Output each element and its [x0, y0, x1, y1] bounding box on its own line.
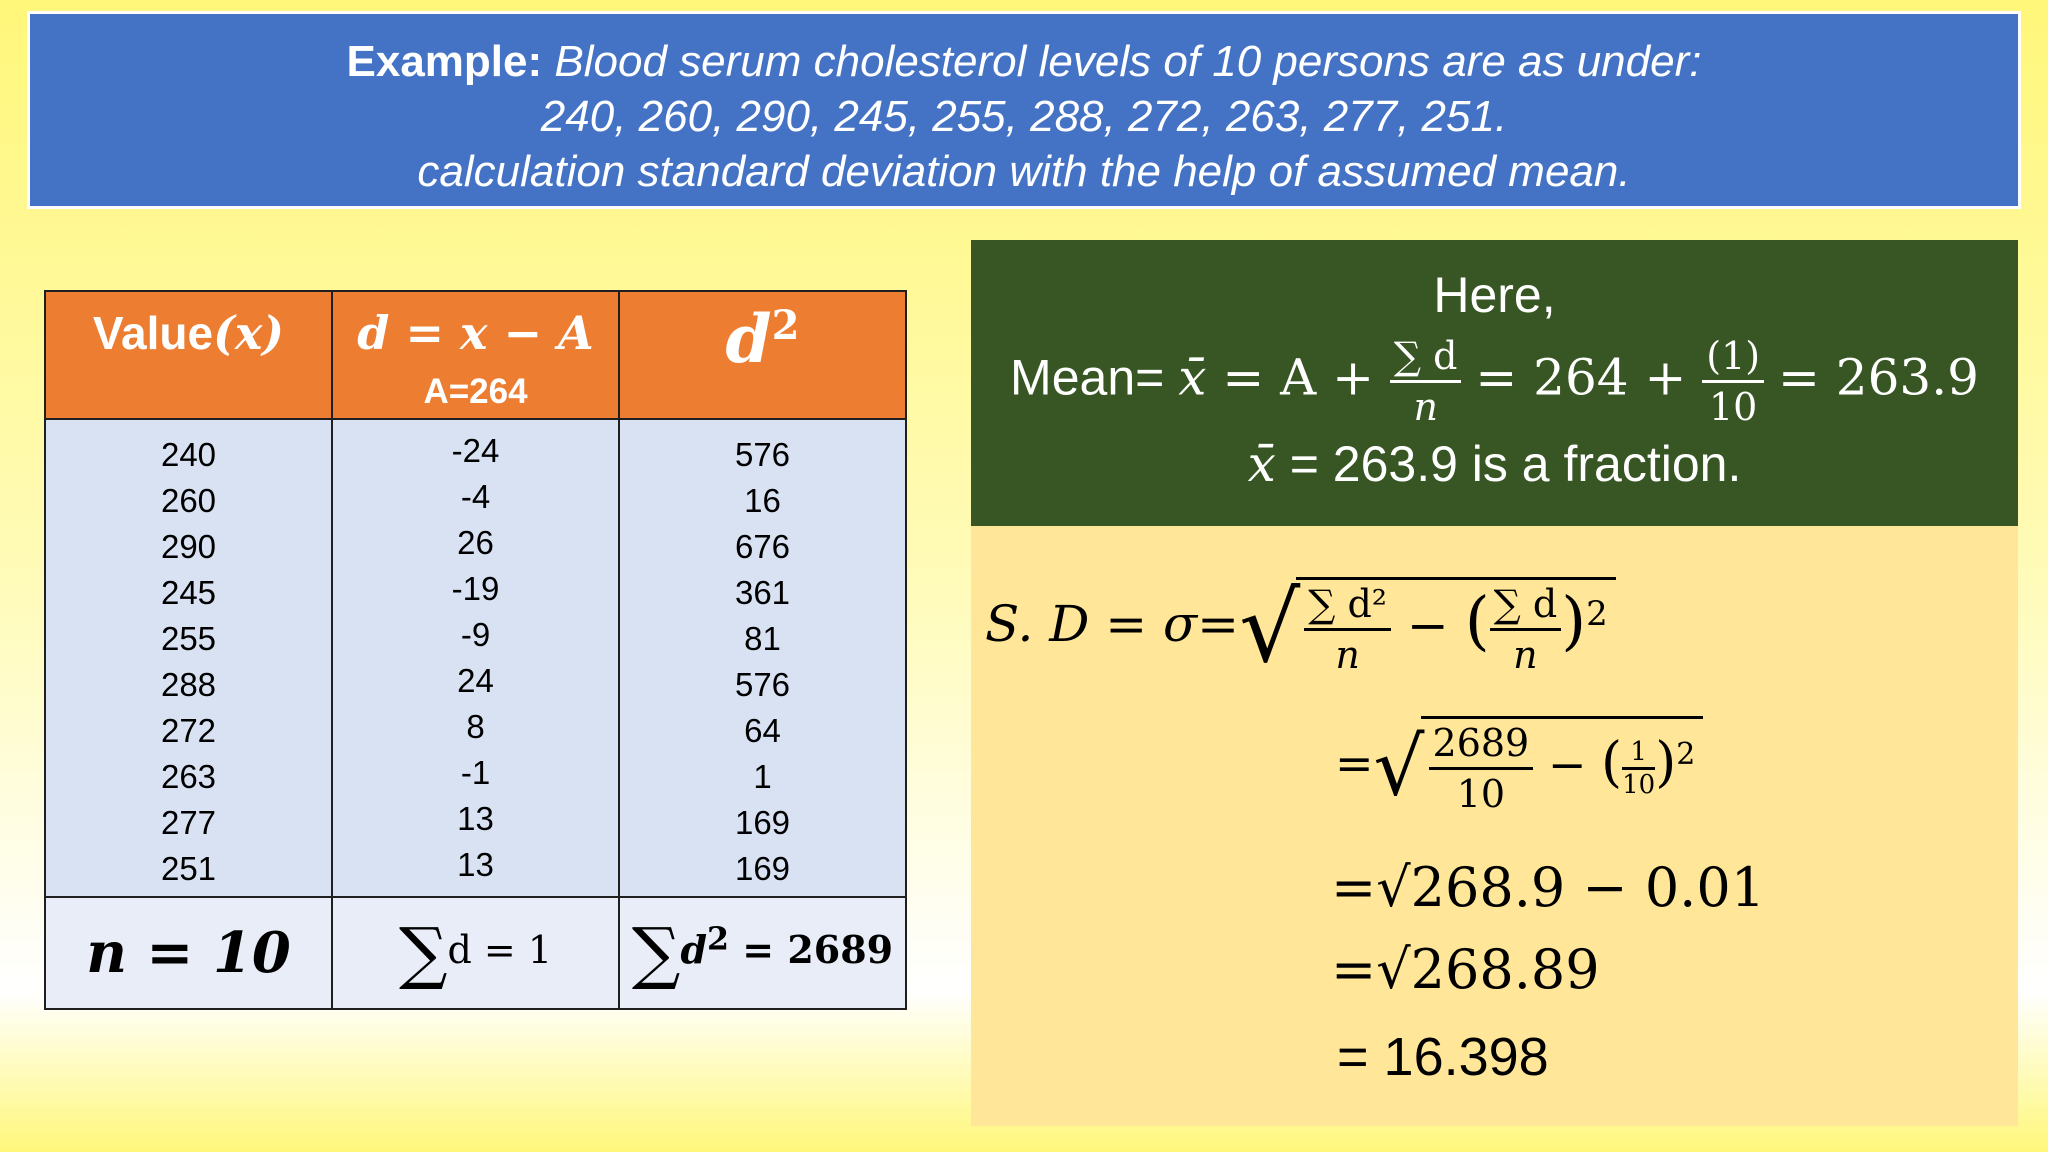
deviation-squared-cell: 64	[744, 712, 781, 749]
radicand: $\frac{\text{∑ d²}}{n}$ − ( $\frac{\sum d}{n}$ )$^2$	[1296, 577, 1616, 679]
table-body-row	[45, 419, 906, 897]
banner-line-2	[30, 89, 2018, 144]
mean-result: = 263.9	[1778, 348, 1979, 407]
deviation-cell: -24	[451, 432, 500, 469]
fraction-numerator: 2689	[1429, 719, 1534, 770]
deviation-cell: -19	[451, 570, 500, 607]
header-d-exponent: 2	[771, 302, 800, 349]
fraction-denominator: 10	[1709, 385, 1758, 429]
equals-sign: =	[1335, 736, 1374, 790]
xbar-symbol: x̄	[1178, 348, 1207, 407]
deviation-squared-cell: 576	[734, 436, 791, 473]
xbar-symbol: x̄	[1247, 435, 1276, 493]
sd-step-4: =√268.89	[1331, 938, 1600, 1001]
header-d-label: d	[725, 300, 772, 378]
deviation-squared-cell: 81	[744, 620, 781, 657]
fraction-numerator: ∑ d	[1490, 580, 1562, 631]
fraction-note: = 263.9 is a fraction.	[1275, 436, 1742, 492]
deviation-squared-cell: 676	[734, 528, 791, 565]
problem-statement: Blood serum cholesterol levels of 10 persons are as under:	[554, 37, 1702, 86]
value-cell: 263	[160, 758, 217, 795]
footer-sum-d	[332, 897, 619, 1009]
eq-assumed-mean: = A +	[1206, 348, 1390, 407]
deviation-squared-column	[619, 419, 906, 897]
table-footer-row	[45, 897, 906, 1009]
value-cell: 288	[160, 666, 217, 703]
sum-d2-exponent: 2	[707, 919, 730, 957]
value-cell: 245	[160, 574, 217, 611]
deviation-cell: 8	[466, 708, 485, 745]
deviation-squared-cell: 1	[753, 758, 772, 795]
sum-d-value: d = 1	[447, 927, 553, 972]
example-label: Example:	[346, 37, 543, 86]
value-cell: 290	[160, 528, 217, 565]
title-banner	[27, 11, 2021, 209]
one-over-ten-fraction	[1702, 332, 1764, 431]
fraction-numerator: ∑ d²	[1304, 580, 1391, 631]
banner-line-1	[30, 34, 2018, 89]
task-statement: calculation standard deviation with the help of assumed mean.	[417, 147, 1631, 196]
deviation-cell: -1	[460, 754, 491, 791]
sum-d2-value: = 2689	[729, 926, 894, 972]
sum-d-over-n-fraction	[1390, 332, 1462, 431]
deviation-cell: 26	[457, 524, 494, 561]
value-cell: 277	[160, 804, 217, 841]
deviation-squared-cell: 16	[744, 482, 781, 519]
value-cell: 260	[160, 482, 217, 519]
deviation-cell: 24	[457, 662, 494, 699]
radicand: $\frac{2689}{10}$ − ( $\frac{1}{10}$ )$^2$	[1421, 716, 1704, 818]
sd-step-3: =√268.9 − 0.01	[1331, 856, 1766, 919]
header-value	[45, 291, 332, 419]
footer-n	[45, 897, 332, 1009]
fraction-denominator: n	[1413, 385, 1438, 429]
fraction-note-line	[971, 435, 2018, 493]
sd-label: S. D = σ=	[985, 595, 1240, 653]
header-deviation-formula: d = x − A	[357, 306, 594, 360]
fraction-denominator: 10	[1456, 772, 1506, 816]
sum-d-over-n-fraction	[1490, 580, 1562, 679]
fraction-denominator: n	[1513, 633, 1538, 677]
here-label: Here,	[1433, 267, 1556, 323]
fraction-numerator: ∑ d	[1390, 332, 1462, 383]
sum-d2-over-n-fraction	[1304, 580, 1391, 679]
sigma-icon: ∑	[398, 913, 448, 993]
sd-step-2	[1335, 716, 1703, 818]
value-cell: 255	[160, 620, 217, 657]
deviation-cell: 13	[457, 800, 494, 837]
deviation-column	[332, 419, 619, 897]
square-exponent: 2	[1586, 593, 1608, 634]
mean-formula	[971, 332, 2018, 431]
fraction-numerator: 1	[1622, 737, 1655, 770]
header-value-label: Value	[92, 307, 214, 359]
fraction-numerator: (1)	[1702, 332, 1764, 383]
value-cell: 272	[160, 712, 217, 749]
2689-over-10-fraction	[1429, 719, 1534, 818]
radical-icon: √	[1373, 720, 1425, 814]
sample-size: n = 10	[86, 920, 291, 986]
deviation-squared-cell: 576	[734, 666, 791, 703]
header-deviation-squared	[619, 291, 906, 419]
deviation-squared-cell: 361	[734, 574, 791, 611]
deviation-table	[44, 290, 907, 1010]
deviation-squared-cell: 169	[734, 850, 791, 887]
deviation-cell: -9	[460, 616, 491, 653]
sd-formula	[985, 572, 1616, 684]
table-header-row	[45, 291, 906, 419]
banner-line-3	[30, 144, 2018, 199]
value-cell: 240	[160, 436, 217, 473]
radical-icon: √	[1239, 572, 1301, 684]
data-values: 240, 260, 290, 245, 255, 288, 272, 263, 277, 251.	[540, 92, 1508, 141]
sigma-icon: ∑	[631, 913, 681, 993]
deviation-cell: -4	[460, 478, 491, 515]
value-cell: 251	[160, 850, 217, 887]
square-exponent: 2	[1676, 737, 1696, 773]
value-column	[45, 419, 332, 897]
header-deviation	[332, 291, 619, 419]
minus-sign: −	[1391, 596, 1465, 655]
mean-calculation-box	[971, 240, 2018, 526]
small-one-over-ten	[1622, 737, 1655, 800]
sd-calculation-box	[971, 526, 2018, 1126]
sd-result: = 16.398	[1337, 1027, 1549, 1087]
fraction-denominator: 10	[1622, 770, 1656, 800]
fraction-denominator: n	[1335, 633, 1360, 677]
footer-sum-d2	[619, 897, 906, 1009]
mean-label: Mean=	[1010, 349, 1165, 406]
assumed-mean-label: A=264	[423, 372, 528, 411]
sum-d2-var: d	[680, 926, 708, 972]
eq-264: = 264 +	[1475, 348, 1703, 407]
deviation-cell: 13	[457, 846, 494, 883]
header-value-math: (x)	[213, 306, 285, 360]
deviation-squared-cell: 169	[734, 804, 791, 841]
minus-sign: −	[1533, 737, 1602, 792]
